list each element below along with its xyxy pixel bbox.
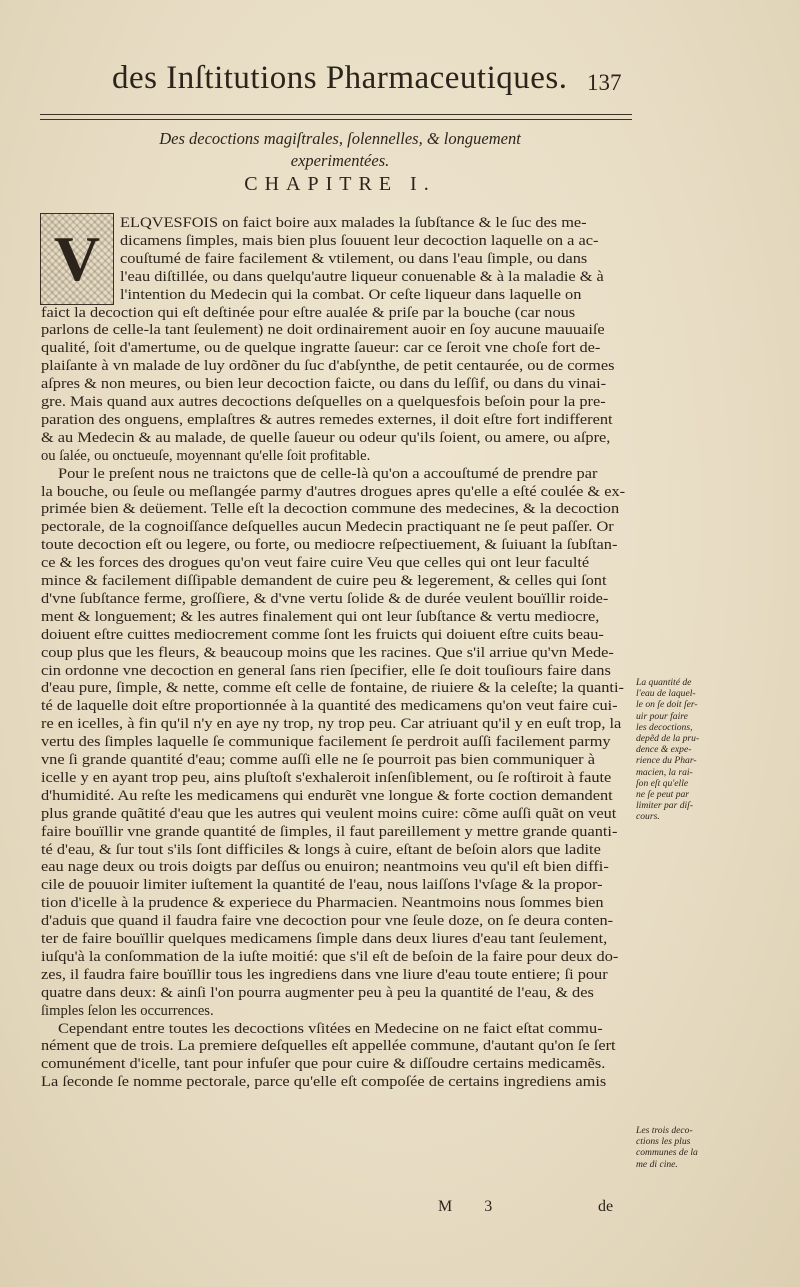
header-rule-thin bbox=[40, 119, 632, 120]
margin-note-line: ne ſe peut par bbox=[636, 789, 690, 800]
chapter-number: CHAPITRE I. bbox=[244, 173, 436, 195]
text-line: ter de faire bouïllir quelques medicamens ſimple dans deux liures d'eau tant ſeulement, bbox=[41, 931, 608, 947]
text-line: eau nage deux ou trois doigts par deſſus ou enuiron; neantmoins veu qu'il eſt bien diffi- bbox=[41, 859, 609, 876]
text-line: ment & longuement; & les autres finalement qui ont leur ſubſtance & vertu mediocre, bbox=[41, 608, 600, 625]
margin-note-line: limiter par diſ- bbox=[636, 800, 694, 812]
text-line: Cependant entre toutes les decoctions vſitées en Medecine on ne faict eſtat commu- bbox=[58, 1020, 603, 1037]
margin-note-line: Les trois deco- bbox=[636, 1125, 693, 1136]
text-line: icelle y en ayant trop peu, ains pluſtoſt s'exhaleroit inſenſiblement, ou ſe roſtiroit à faute bbox=[41, 769, 612, 786]
running-head: des Inſtitutions Pharmaceutiques. bbox=[112, 60, 568, 96]
chapter-title bbox=[80, 128, 600, 172]
text-line: gre. Mais quand aux autres decoctions deſquelles on a quelquesfois beſoin pour la pre- bbox=[41, 394, 606, 410]
margin-note-line: les decoctions, bbox=[636, 721, 693, 733]
signature-mark: M 3 bbox=[438, 1198, 507, 1215]
text-line: coup plus que les fleurs, & beaucoup moins que les racines. Que s'il arriue qu'vn Mede- bbox=[41, 644, 614, 661]
text-line: comunément d'icelle, tant pour infuſer que pour cuire & diſſoudre certains medicamẽs. bbox=[41, 1056, 606, 1073]
margin-note-line: dence & expe- bbox=[636, 744, 692, 756]
text-line: d'humidité. Au reſte les medicamens qui endurẽt vne longue & forte coction demandent bbox=[41, 787, 613, 804]
text-line: & au Medecin & au malade, de quelle ſaueur ou odeur qu'ils ſoient, ou amere, ou aſpre, bbox=[41, 429, 611, 446]
text-line: té d'eau, & ſur tout s'ils ſont difficiles & longs à cuire, eſtant de beſoin alors que ladite bbox=[41, 841, 601, 858]
text-line: ce & les forces des drogues qu'on veut faire cuire Veu que celles qui ont leur faculté bbox=[41, 555, 590, 572]
decorated-initial bbox=[40, 213, 114, 305]
text-line: tion d'icelle à la prudence & experiece du Pharmacien. Neantmoins nous ſommes bien bbox=[41, 895, 604, 912]
text-line: d'aduis que quand il faudra faire vne decoction pour vne ſeule doze, on ſe deura conten- bbox=[41, 913, 614, 930]
text-line: quatre dans deux: & ainſi l'on pourra augmenter peu à peu la quantité de l'eau, & des bbox=[41, 984, 594, 1001]
text-line: ſimples ſelon les occurrences. bbox=[41, 1002, 214, 1019]
text-line: faict la decoction qui eſt deſtinée pour eſtre aualée & priſe par la bouche (car nous bbox=[41, 304, 576, 321]
text-line: ELQVESFOIS on faict boire aux malades la ſubſtance & le ſuc des me- bbox=[120, 215, 587, 231]
margin-note-line: rience du Phar- bbox=[636, 755, 697, 767]
text-line: re en icelles, à fin qu'il n'y en aye ny trop, ny trop peu. Car atriuant qu'il y en euſt trop, la bbox=[41, 716, 622, 733]
margin-note-line: le on ſe doit ſer- bbox=[636, 699, 698, 711]
text-line: aſpres & non meures, ou bien leur decoction faicte, ou dans du leſſif, ou dans du vinai- bbox=[41, 376, 607, 393]
text-line: Pour le preſent nous ne traictons que de celle-là qu'on a accouſtumé de prendre par bbox=[58, 465, 598, 482]
margin-note-line: macien, la rai- bbox=[636, 766, 693, 778]
margin-note-line: communes de la bbox=[636, 1147, 698, 1159]
text-line: l'intention du Medecin qui la combat. Or ceſte liqueur dans laquelle on bbox=[120, 286, 582, 303]
header-rule bbox=[40, 114, 632, 115]
text-line: cin ordonne vne decoction en general ſans rien ſpecifier, elle ſe doit touſiours faire dans bbox=[41, 662, 611, 679]
text-line: té de laquelle doit eſtre proportionnée à la quantité des medicamens qu'on veut faire cui- bbox=[41, 698, 618, 715]
text-line: doiuent eſtre cuittes mediocrement comme ſont les fruicts qui doiuent eſtre cuits beau- bbox=[41, 626, 604, 643]
margin-note-line: l'eau de laquel- bbox=[636, 688, 696, 700]
text-line: ou ſalée, ou onctueuſe, moyennant qu'elle ſoit profitable. bbox=[41, 447, 371, 464]
margin-note-line: ſon eſt qu'elle bbox=[636, 777, 689, 789]
text-line: nément que de trois. La premiere deſquelles eſt appellée commune, d'autant qu'on ſe ſert bbox=[41, 1038, 616, 1055]
margin-note-line: ctions les plus bbox=[636, 1136, 691, 1148]
text-line: vertu des ſimples laquelle ſe communique facilement ſe perdroit auſſi facilement parmy bbox=[41, 734, 611, 751]
margin-note-line: me di cine. bbox=[636, 1158, 678, 1170]
text-line: cile de pouuoir limiter iuſtement la quantité de l'eau, nous laiſſons l'vſage & la propor- bbox=[41, 877, 603, 894]
text-line: mince & facilement diſſipable demandent de cuire peu & legerement, & celles qui ſont bbox=[41, 573, 607, 589]
text-line: zes, il faudra faire bouïllir tous les ingrediens dans vne liure d'eau toute entiere; ſi pour bbox=[41, 966, 608, 983]
page-number: 137 bbox=[587, 70, 622, 95]
chapter-title-line: experimentées. bbox=[290, 151, 390, 170]
catchword: de bbox=[598, 1198, 614, 1215]
text-line: couſtumé de faire facilement & vtilement, ou dans l'eau ſimple, ou dans bbox=[120, 250, 588, 267]
initial-letter: V bbox=[53, 223, 101, 294]
text-line: parlons de celle-la tant ſeulement) ne doit ordinairement auoir en ſoy aucune mauuaiſe bbox=[41, 322, 605, 339]
text-line: iuſqu'à la conſommation de la iuſte moitié: que s'il eſt de beſoin de la faire pour deux do- bbox=[41, 948, 619, 965]
text-line: plus grande quãtité d'eau que les autres qui veulent moins cuire: cõme auſſi quãt on veut bbox=[41, 805, 617, 822]
text-line: d'vne ſubſtance ferme, groſſiere, & d'vne vertu ſolide & de durée veulent bouïllir roide- bbox=[41, 590, 609, 607]
text-line: plaiſante à vn malade de luy ordõner du ſuc d'abſynthe, de petit centaurée, ou de cormes bbox=[41, 358, 615, 375]
text-line: l'eau diſtillée, ou dans quelqu'autre liqueur conuenable & à la maladie & à bbox=[120, 268, 604, 285]
chapter-title-line: Des decoctions magiſtrales, ſolennelles, & longuement bbox=[159, 129, 521, 148]
margin-note-line: La quantité de bbox=[636, 677, 692, 688]
text-line: faire bouïllir vne grande quantité de ſimples, il faut pareillement y mettre grande quanti- bbox=[41, 823, 618, 840]
margin-note-line: uir pour faire bbox=[636, 710, 688, 722]
text-line: d'eau pure, ſimple, & nette, comme eſt celle de fontaine, de riuiere & la celeſte; la quanti- bbox=[41, 680, 624, 697]
text-line: qualité, ſoit d'amertume, ou de quelque ingratte ſaueur: car ce ſeroit vne choſe fort de- bbox=[41, 340, 601, 357]
text-line: vne ſi grande quantité d'eau; comme auſſi elle ne ſe pourroit pas bien communiquer à bbox=[41, 752, 595, 768]
text-line: pectorale, de la cognoiſſance deſquelles aucun Medecin practiquant ne ſe peut paſſer. Or bbox=[41, 519, 614, 536]
text-line: primée bien & deüement. Telle eſt la decoction commune des medecines, & la decoction bbox=[41, 501, 620, 518]
margin-note-line: cours. bbox=[636, 811, 660, 823]
text-line: La ſeconde ſe nomme pectorale, parce qu'elle eſt compoſée de certains ingrediens amis bbox=[41, 1074, 607, 1091]
text-line: la bouche, ou ſeule ou meſlangée parmy d'autres drogues apres qu'elle a eſté coulée & ex- bbox=[41, 483, 626, 500]
margin-note-line: depẽd de la pru- bbox=[636, 733, 700, 744]
text-line: dicamens ſimples, mais bien plus ſouuent leur decoction laquelle on a ac- bbox=[120, 232, 599, 249]
text-line: toute decoction eſt ou legere, ou forte, ou mediocre reſpectiuement, & ſuiuant la ſubſtan- bbox=[41, 537, 618, 554]
text-line: paration des onguens, emplaſtres & autres remedes externes, il doit eſtre fort indifferent bbox=[41, 411, 613, 428]
